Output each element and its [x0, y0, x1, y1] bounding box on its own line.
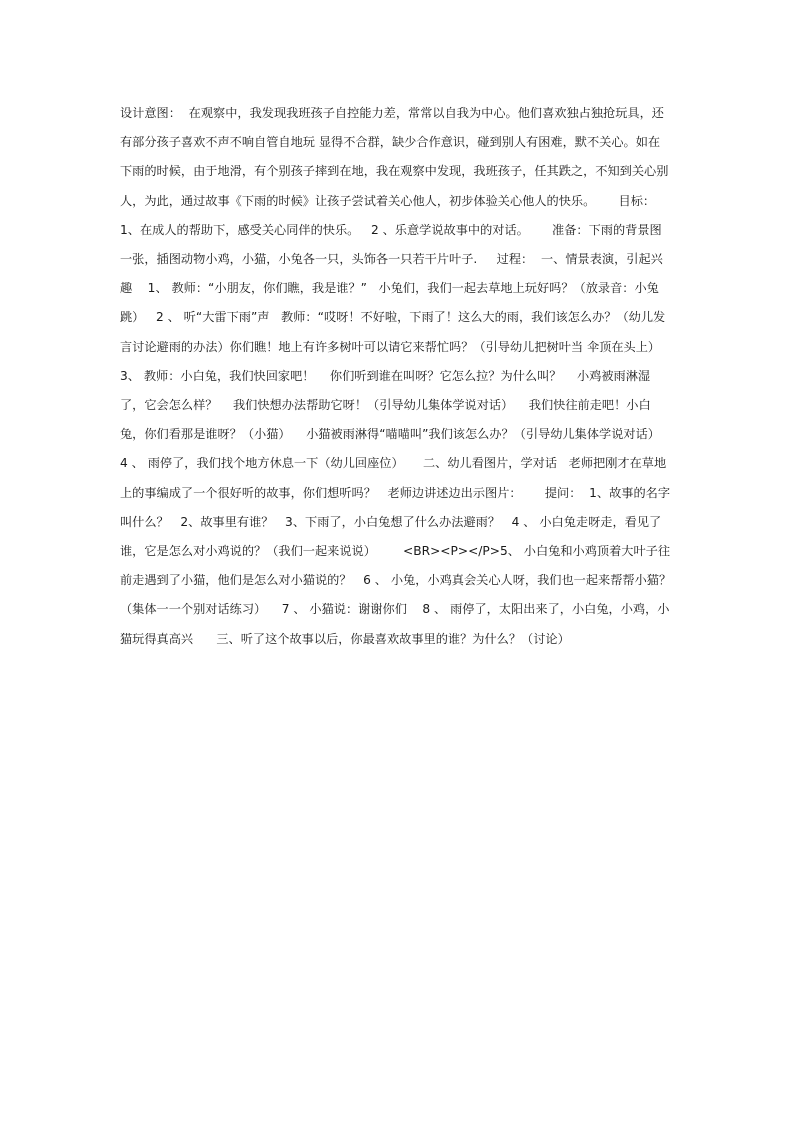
lesson-plan-body-text: 设计意图： 在观察中，我发现我班孩子自控能力差，常常以自我为中心。他们喜欢独占独抢玩具，还有部分孩子喜欢不声不响自管自地玩 显得不合群，缺少合作意识，碰到别人有困难，默不关心。如在下雨的时候，由于地滑，有个别孩子摔到在地，我在观察中发现，我班孩子，任其跌之，不知到关心别人，为此，通过故事《下雨的时候》让孩子尝试着关心他人，初步体验关心他人的快乐。 目标： 1、在成人的帮助下，感受关心同伴的快乐。 2 、乐意学说故事中的对话。 准备：下雨的背景图一张，插图动物小鸡，小猫，小兔各一只，头饰各一只若干片叶子. 过程： 一、情景表演，引起兴趣 1、 教师：“小朋友，你们瞧，我是谁？” 小兔们，我们一起去草地上玩好吗？（放录音：小兔跳） 2 、 听“大雷下雨”声 教师：“哎呀！不好啦，下雨了！这么大的雨，我们该怎么办？（幼儿发言讨论避雨的办法）你们瞧！地上有许多树叶可以请它来帮忙吗？（引导幼儿把树叶当 伞顶在头上） 3、 教师：小白兔，我们快回家吧！ 你们听到谁在叫呀？它怎么拉？为什么叫？ 小鸡被雨淋湿了，它会怎么样？ 我们快想办法帮助它呀！（引导幼儿集体学说对话） 我们快往前走吧！小白兔，你们看那是谁呀？（小猫） 小猫被雨淋得“喵喵叫”我们该怎么办？（引导幼儿集体学说对话） 4 、 雨停了，我们找个地方休息一下（幼儿回座位） 二、幼儿看图片，学对话 老师把刚才在草地上的事编成了一个很好听的故事，你们想听吗？ 老师边讲述边出示图片： 提问： 1、故事的名字叫什么？ 2、故事里有谁？ 3、下雨了，小白兔想了什么办法避雨？ 4 、 小白兔走呀走，看见了谁，它是怎么对小鸡说的？（我们一起来说说） <BR><P></P>5、 小白兔和小鸡顶着大叶子往前走遇到了小猫，他们是怎么对小猫说的？ 6 、 小兔，小鸡真会关心人呀，我们也一起来帮帮小猫？（集体一一个别对话练习） 7 、 小猫说：谢谢你们 8 、 雨停了，太阳出来了，小白兔，小鸡，小猫玩得真高兴 三、听了这个故事以后，你最喜欢故事里的谁？为什么？（讨论）: [120, 106, 680, 646]
